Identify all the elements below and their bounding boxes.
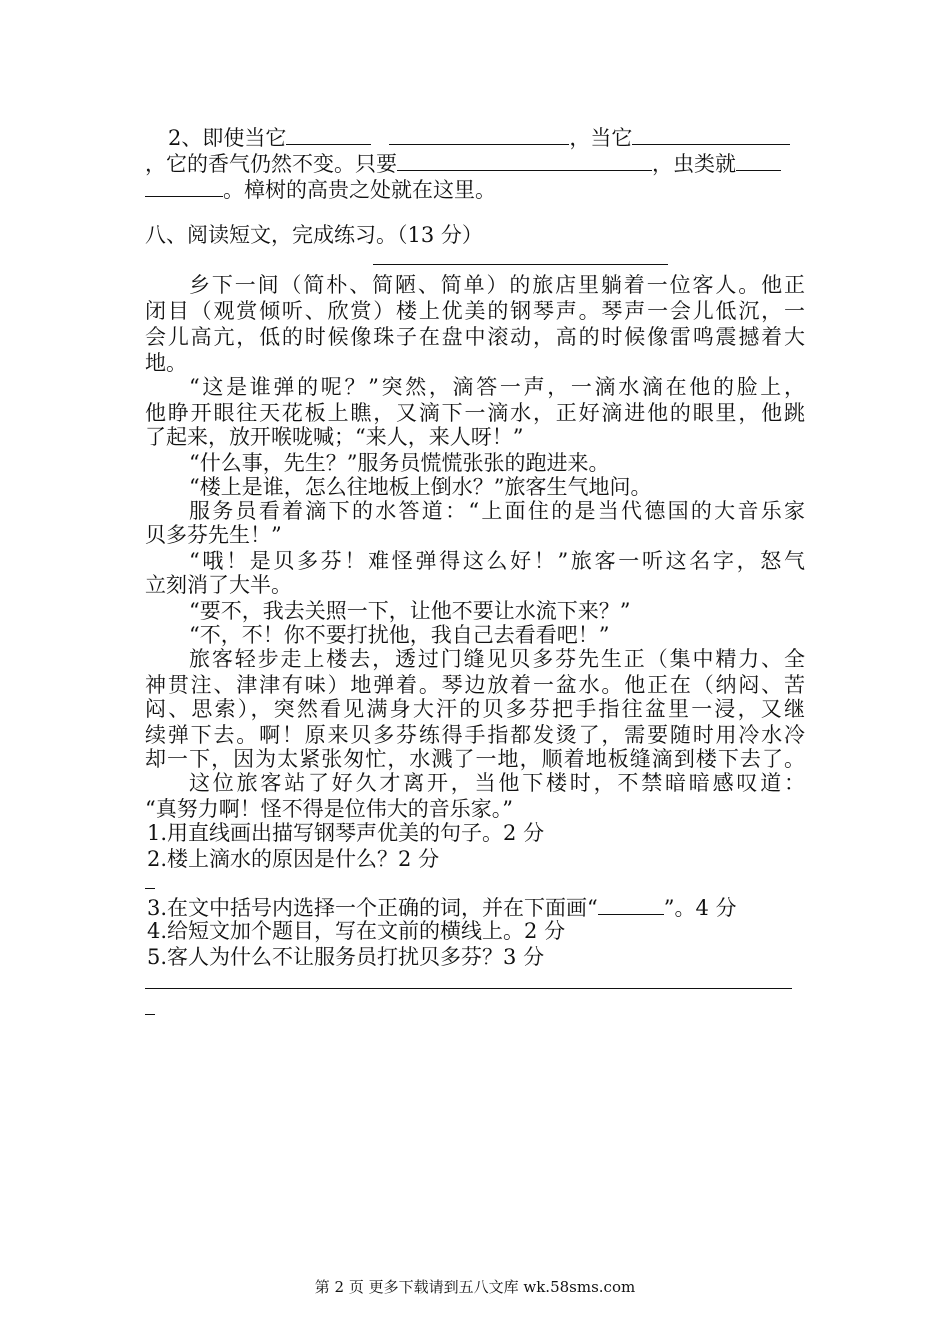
- answer-line[interactable]: [145, 988, 792, 989]
- answer-line-short[interactable]: [145, 888, 155, 889]
- question-3-text: 3.在文中括号内选择一个正确的词，并在下面画“: [147, 896, 598, 920]
- passage-line: “不，不！你不要打扰他，我自己去看看吧！”: [189, 623, 610, 647]
- question-5: 5.客人为什么不让服务员打扰贝多芬？3 分: [147, 945, 545, 969]
- passage-line: “什么事，先生？”服务员慌慌张张的跑进来。: [189, 451, 610, 475]
- passage-line: 这位旅客站了好久才离开，当他下楼时，不禁暗暗感叹道：: [189, 771, 805, 795]
- answer-line-short[interactable]: [145, 1014, 155, 1015]
- passage-line: 乡下一间（简朴、简陋、简单）的旅店里躺着一位客人。他正: [189, 273, 805, 297]
- answer-blank[interactable]: [389, 124, 569, 145]
- fill-blank-line-1: [168, 124, 790, 151]
- q2-text-5: 。樟树的高贵之处就在这里。: [223, 178, 496, 202]
- answer-blank[interactable]: [598, 894, 664, 915]
- passage-line: 服务员看着滴下的水答道：“上面住的是当代德国的大音乐家: [189, 499, 805, 523]
- passage-line: 闷、思索），突然看见满身大汗的贝多芬把手指往盆里一浸，又继: [145, 697, 805, 721]
- passage-line: 却一下，因为太紧张匆忙，水溅了一地，顺着地板缝滴到楼下去了。: [145, 747, 805, 771]
- page-footer: 第 2 页 更多下载请到五八文库 wk.58sms.com: [314, 1278, 636, 1296]
- passage-line: “楼上是谁，怎么往地板上倒水？”旅客生气地问。: [189, 475, 652, 499]
- section-heading: 八、阅读短文，完成练习。（13 分）: [145, 223, 483, 247]
- title-blank-line[interactable]: [373, 264, 668, 265]
- q2-text-2: ，当它: [569, 126, 633, 150]
- passage-line: 立刻消了大半。: [145, 573, 292, 597]
- answer-blank[interactable]: [286, 124, 371, 145]
- passage-line: 旅客轻步走上楼去，透过门缝见贝多芬先生正（集中精力、全: [189, 647, 805, 671]
- answer-blank[interactable]: [632, 124, 790, 145]
- passage-line: 续弹下去。啊！原来贝多芬练得手指都发烫了，需要随时用冷水冷: [145, 723, 805, 747]
- answer-blank[interactable]: [397, 150, 652, 171]
- answer-blank[interactable]: [145, 176, 223, 197]
- question-3: [147, 894, 737, 921]
- passage-line: 他睁开眼往天花板上瞧，又滴下一滴水，正好滴进他的眼里，他跳: [145, 401, 805, 425]
- question-4: 4.给短文加个题目，写在文前的横线上。2 分: [147, 919, 566, 943]
- passage-line: 会儿高亢，低的时候像珠子在盘中滚动，高的时候像雷鸣震撼着大: [145, 325, 805, 349]
- passage-line: 地。: [145, 351, 187, 375]
- passage-line: 了起来，放开喉咙喊；“来人，来人呀！”: [145, 425, 524, 449]
- passage-line: “这是谁弹的呢？”突然，滴答一声，一滴水滴在他的脸上，: [189, 375, 805, 399]
- passage-line: “哦！是贝多芬！难怪弹得这么好！”旅客一听这名字，怒气: [189, 549, 805, 573]
- fill-blank-line-3: [145, 176, 496, 203]
- fill-blank-line-2: [145, 150, 781, 177]
- answer-blank[interactable]: [736, 150, 781, 171]
- q2-text-1: 2、即使当它: [168, 126, 287, 150]
- question-3-text-end: ”。4 分: [663, 896, 737, 920]
- q2-text-4: ，虫类就: [652, 152, 736, 176]
- passage-line: 闭目（观赏倾听、欣赏）楼上优美的钢琴声。琴声一会儿低沉，一: [145, 299, 805, 323]
- passage-line: “真努力啊！怪不得是位伟大的音乐家。”: [145, 797, 513, 821]
- question-2: 2.楼上滴水的原因是什么？2 分: [147, 847, 440, 871]
- q2-text-3: ，它的香气仍然不变。只要: [145, 152, 397, 176]
- passage-line: 神贯注、津津有味）地弹着。琴边放着一盆水。他正在（纳闷、苦: [145, 673, 805, 697]
- passage-line: “要不，我去关照一下，让他不要让水流下来？”: [189, 599, 631, 623]
- passage-line: 贝多芬先生！”: [145, 523, 282, 547]
- question-1: 1.用直线画出描写钢琴声优美的句子。2 分: [147, 821, 545, 845]
